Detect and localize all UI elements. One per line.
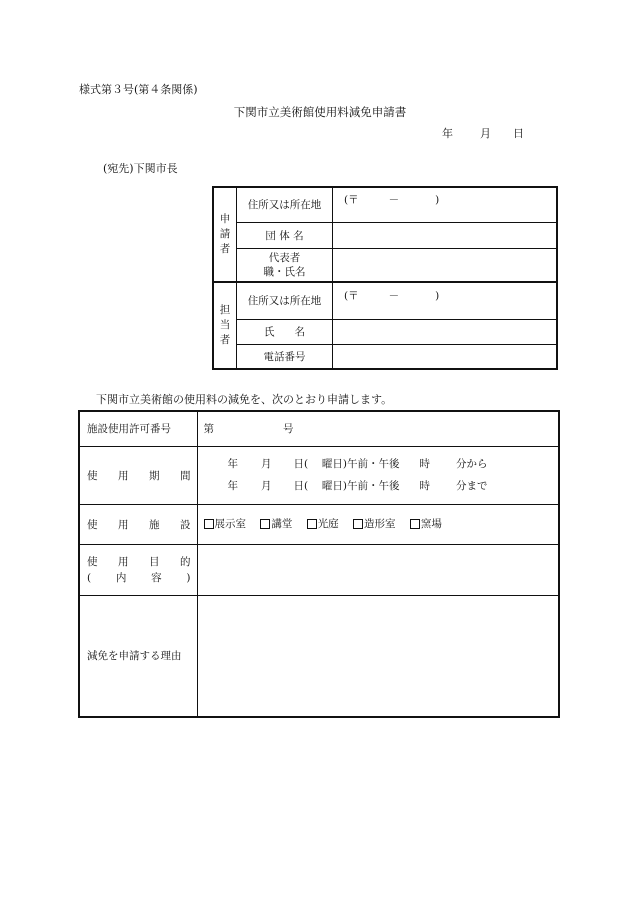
form-number: 様式第３号(第４条関係) bbox=[79, 83, 198, 96]
period-label: 使 用 期 間 bbox=[79, 446, 197, 504]
facility-option-auditorium[interactable]: 講堂 bbox=[260, 516, 292, 531]
applicant-zip: (〒 － ) bbox=[344, 194, 440, 207]
usage-table bbox=[78, 410, 560, 718]
purpose-field[interactable] bbox=[197, 544, 559, 595]
facility-option-kiln[interactable]: 窯場 bbox=[410, 516, 442, 531]
applicant-address-field[interactable] bbox=[333, 187, 558, 222]
contact-name-label: 氏 名 bbox=[237, 319, 333, 344]
applicant-rep-field[interactable] bbox=[333, 248, 558, 282]
date-month-label: 月 bbox=[480, 127, 491, 140]
applicant-table bbox=[212, 186, 558, 370]
applicant-org-label: 団 体 名 bbox=[237, 222, 333, 248]
period-field[interactable] bbox=[197, 446, 559, 504]
permit-number-label: 施設使用許可番号 bbox=[79, 411, 197, 446]
contact-group-label: 担 当 者 bbox=[213, 282, 237, 369]
contact-name-field[interactable] bbox=[333, 319, 558, 344]
addressee: (宛先)下関市長 bbox=[103, 162, 178, 175]
date-day-label: 日 bbox=[513, 127, 524, 140]
contact-address-label: 住所又は所在地 bbox=[237, 282, 333, 319]
intro-text: 下関市立美術館の使用料の減免を、次のとおり申請します。 bbox=[96, 393, 393, 406]
facility-label: 使 用 施 設 bbox=[79, 504, 197, 544]
checkbox-icon[interactable] bbox=[353, 519, 363, 529]
date-year-label: 年 bbox=[442, 127, 453, 140]
checkbox-icon[interactable] bbox=[410, 519, 420, 529]
reason-label: 減免を申請する理由 bbox=[79, 595, 197, 717]
checkbox-icon[interactable] bbox=[307, 519, 317, 529]
document-title: 下関市立美術館使用料減免申請書 bbox=[233, 105, 407, 119]
contact-zip: (〒 － ) bbox=[344, 290, 440, 303]
facility-option-exhibition-room[interactable]: 展示室 bbox=[204, 516, 247, 531]
facility-option-light-court[interactable]: 光庭 bbox=[307, 516, 339, 531]
contact-address-field[interactable] bbox=[333, 282, 558, 319]
purpose-label: 使 用 目 的 ( 内 容 ) bbox=[79, 544, 197, 595]
facility-field bbox=[197, 504, 559, 544]
period-from-line: 年 月 日 ( 曜日) 午前・午後 時 分から bbox=[227, 458, 488, 470]
applicant-group-label: 申 請 者 bbox=[213, 187, 237, 282]
contact-phone-field[interactable] bbox=[333, 344, 558, 369]
facility-option-studio[interactable]: 造形室 bbox=[353, 516, 396, 531]
applicant-rep-label: 代表者 職・氏名 bbox=[237, 248, 333, 282]
permit-number-field[interactable]: 第 号 bbox=[197, 411, 559, 446]
applicant-address-label: 住所又は所在地 bbox=[237, 187, 333, 222]
reason-field[interactable] bbox=[197, 595, 559, 717]
checkbox-icon[interactable] bbox=[204, 519, 214, 529]
applicant-org-field[interactable] bbox=[333, 222, 558, 248]
checkbox-icon[interactable] bbox=[260, 519, 270, 529]
period-to-line: 年 月 日 ( 曜日) 午前・午後 時 分まで bbox=[227, 480, 488, 492]
contact-phone-label: 電話番号 bbox=[237, 344, 333, 369]
